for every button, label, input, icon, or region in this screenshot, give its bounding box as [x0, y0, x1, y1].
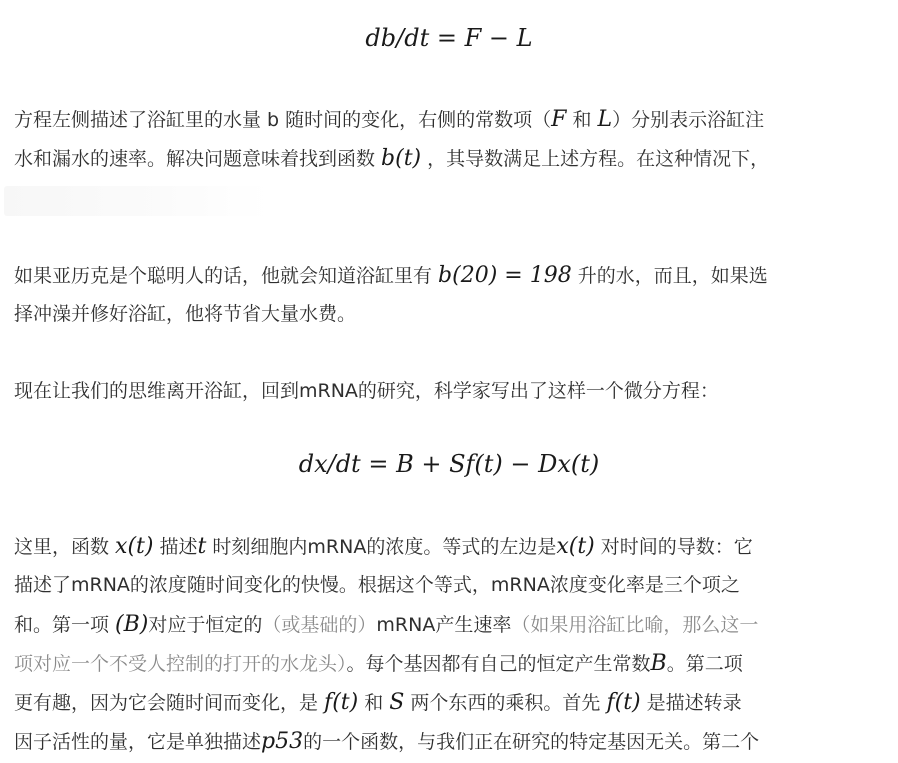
- math-f-of-t: f(t): [324, 690, 359, 715]
- aside-text: （如果用浴缸比喻，那么这一: [511, 614, 759, 636]
- aside-text: 项对应一个不受人控制的打开的水龙头）: [14, 653, 347, 675]
- text-span: 。第二项: [666, 653, 743, 675]
- math-x-of-t: x(t): [556, 534, 595, 559]
- paragraph-alec-conclusion: [14, 256, 882, 334]
- paragraph-line: [14, 644, 882, 683]
- math-b20-value: b(20) = 198: [438, 263, 572, 288]
- text-span: 因子活性的量，它是单独描述: [14, 731, 262, 753]
- math-b-of-t: b(t): [381, 146, 422, 171]
- text-span: 是描述转录: [640, 692, 742, 714]
- math-p53: p53: [261, 729, 304, 754]
- text-span: 。每个基因都有自己的恒定产生常数: [346, 653, 651, 675]
- text-span: ，其导数满足上述方程。在这种情况下，: [421, 148, 770, 170]
- text-span: 时刻细胞内mRNA的浓度。等式的左边是: [206, 536, 557, 558]
- text-span: 水和漏水的速率。解决问题意味着找到函数: [14, 148, 382, 170]
- math-B: (B): [115, 612, 149, 637]
- paragraph-line: [14, 683, 882, 722]
- text-span: 对时间的导数：它: [594, 536, 753, 558]
- equation-bathtub: db/dt = F − L: [365, 24, 533, 52]
- paragraph-line: [14, 100, 882, 139]
- equation-mrna: dx/dt = B + Sf(t) − Dx(t): [298, 450, 600, 478]
- text-span: 的一个函数，与我们正在研究的特定基因无关。第二个: [303, 731, 760, 753]
- blurred-text-placeholder: [4, 186, 270, 216]
- math-f-of-t: f(t): [606, 690, 641, 715]
- text-span: 和。第一项: [14, 614, 116, 636]
- text-span: 和: [358, 692, 390, 714]
- paragraph-line: [14, 605, 882, 644]
- math-x-of-t: x(t): [115, 534, 154, 559]
- math-S: S: [389, 690, 405, 715]
- paragraph-line: [14, 527, 882, 566]
- text-span: 这里，函数: [14, 536, 116, 558]
- text-span: 两个东西的乘积。首先: [404, 692, 607, 714]
- paragraph-line: [14, 722, 882, 761]
- aside-text: （或基础的）: [262, 614, 377, 636]
- paragraph-line: [14, 139, 882, 178]
- text-span: 方程左侧描述了浴缸里的水量 b 随时间的变化，右侧的常数项（: [14, 109, 552, 131]
- math-F: F: [551, 107, 567, 132]
- text-span: 升的水，而且，如果选: [571, 265, 768, 287]
- paragraph-mrna-explanation: [14, 527, 882, 761]
- paragraph-line: [14, 256, 882, 295]
- text-span: 和: [566, 109, 598, 131]
- math-B: B: [650, 651, 667, 676]
- math-t: t: [197, 534, 207, 559]
- paragraph-bathtub-explanation: [14, 100, 882, 178]
- paragraph-line: 择冲澡并修好浴缸，他将节省大量水费。: [14, 303, 357, 325]
- paragraph-line: 现在让我们的思维离开浴缸，回到mRNA的研究，科学家写出了这样一个微分方程：: [14, 380, 719, 402]
- text-span: 如果亚历克是个聪明人的话，他就会知道浴缸里有: [14, 265, 439, 287]
- paragraph-mrna-intro: [14, 372, 882, 411]
- text-span: 描述: [153, 536, 198, 558]
- text-span: mRNA产生速率: [376, 614, 512, 636]
- math-L: L: [597, 107, 613, 132]
- paragraph-line: 描述了mRNA的浓度随时间变化的快慢。根据这个等式，mRNA浓度变化率是三个项之: [14, 574, 740, 596]
- text-span: 对应于恒定的: [148, 614, 263, 636]
- text-span: ）分别表示浴缸注: [612, 109, 765, 131]
- text-span: 更有趣，因为它会随时间而变化，是: [14, 692, 325, 714]
